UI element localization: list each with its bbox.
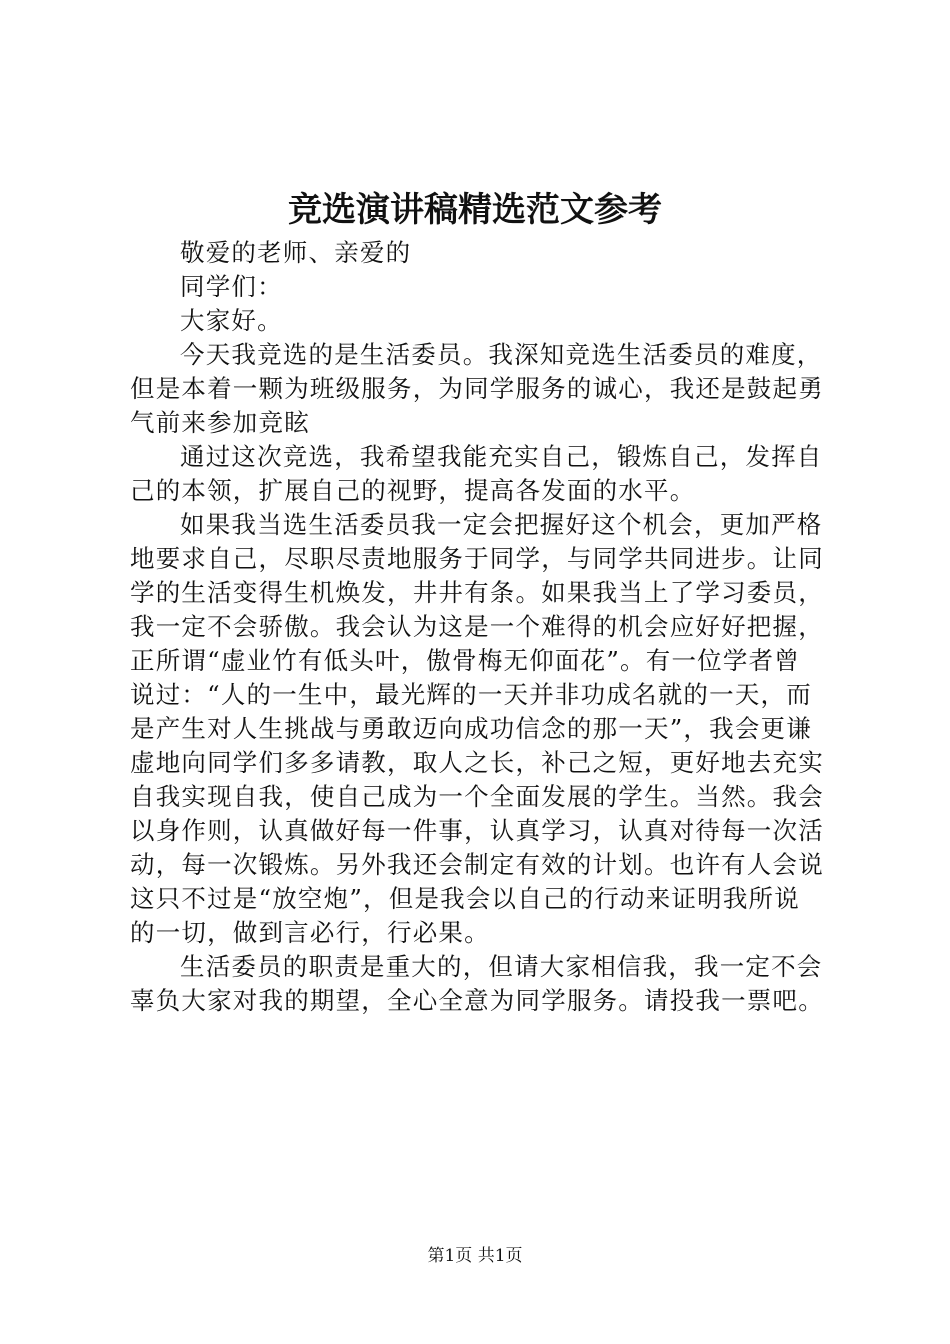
body-line: 是产生对人生挑战与勇敢迈向成功信念的那一天”，我会更谦: [130, 714, 812, 743]
document-body: [130, 236, 830, 1018]
body-line: 自我实现自我，使自己成为一个全面发展的学生。当然。我会: [130, 782, 824, 811]
body-line: 大家好。: [180, 306, 283, 335]
body-line: 同学们：: [180, 272, 283, 301]
body-line: 敬爱的老师、亲爱的: [180, 238, 412, 267]
page-footer: 第1页 共1页: [427, 1246, 523, 1266]
body-line: 气前来参加竞眩: [130, 408, 310, 437]
body-line: 如果我当选生活委员我一定会把握好这个机会，更加严格: [180, 510, 823, 539]
body-line: 生活委员的职责是重大的，但请大家相信我，我一定不会: [180, 952, 823, 981]
body-line: 正所谓“虚业竹有低头叶，傲骨梅无仰面花”。有一位学者曾: [130, 646, 800, 675]
body-line: 动，每一次锻炼。另外我还会制定有效的计划。也许有人会说: [130, 850, 824, 879]
body-line: 但是本着一颗为班级服务，为同学服务的诚心，我还是鼓起勇: [130, 374, 824, 403]
body-line: 这只不过是“放空炮”，但是我会以自己的行动来证明我所说: [130, 884, 800, 913]
body-line: 通过这次竞选，我希望我能充实自己，锻炼自己，发挥自: [180, 442, 823, 471]
body-line: 的一切，做到言必行，行必果。: [130, 918, 490, 947]
body-line: 说过：“人的一生中，最光辉的一天并非功成名就的一天，而: [130, 680, 812, 709]
body-line: 辜负大家对我的期望，全心全意为同学服务。请投我一票吧。: [130, 986, 824, 1015]
body-line: 己的本领，扩展自己的视野，提高各发面的水平。: [130, 476, 696, 505]
body-line: 学的生活变得生机焕发，井井有条。如果我当上了学习委员，: [130, 578, 824, 607]
body-line: 以身作则，认真做好每一件事，认真学习，认真对待每一次活: [130, 816, 824, 845]
body-line: 我一定不会骄傲。我会认为这是一个难得的机会应好好把握，: [130, 612, 824, 641]
body-line: 今天我竞选的是生活委员。我深知竞选生活委员的难度，: [180, 340, 823, 369]
body-line: 虚地向同学们多多请教，取人之长，补己之短，更好地去充实: [130, 748, 824, 777]
document-title: 竞选演讲稿精选范文参考: [288, 190, 662, 230]
body-line: 地要求自己，尽职尽责地服务于同学，与同学共同进步。让同: [130, 544, 824, 573]
